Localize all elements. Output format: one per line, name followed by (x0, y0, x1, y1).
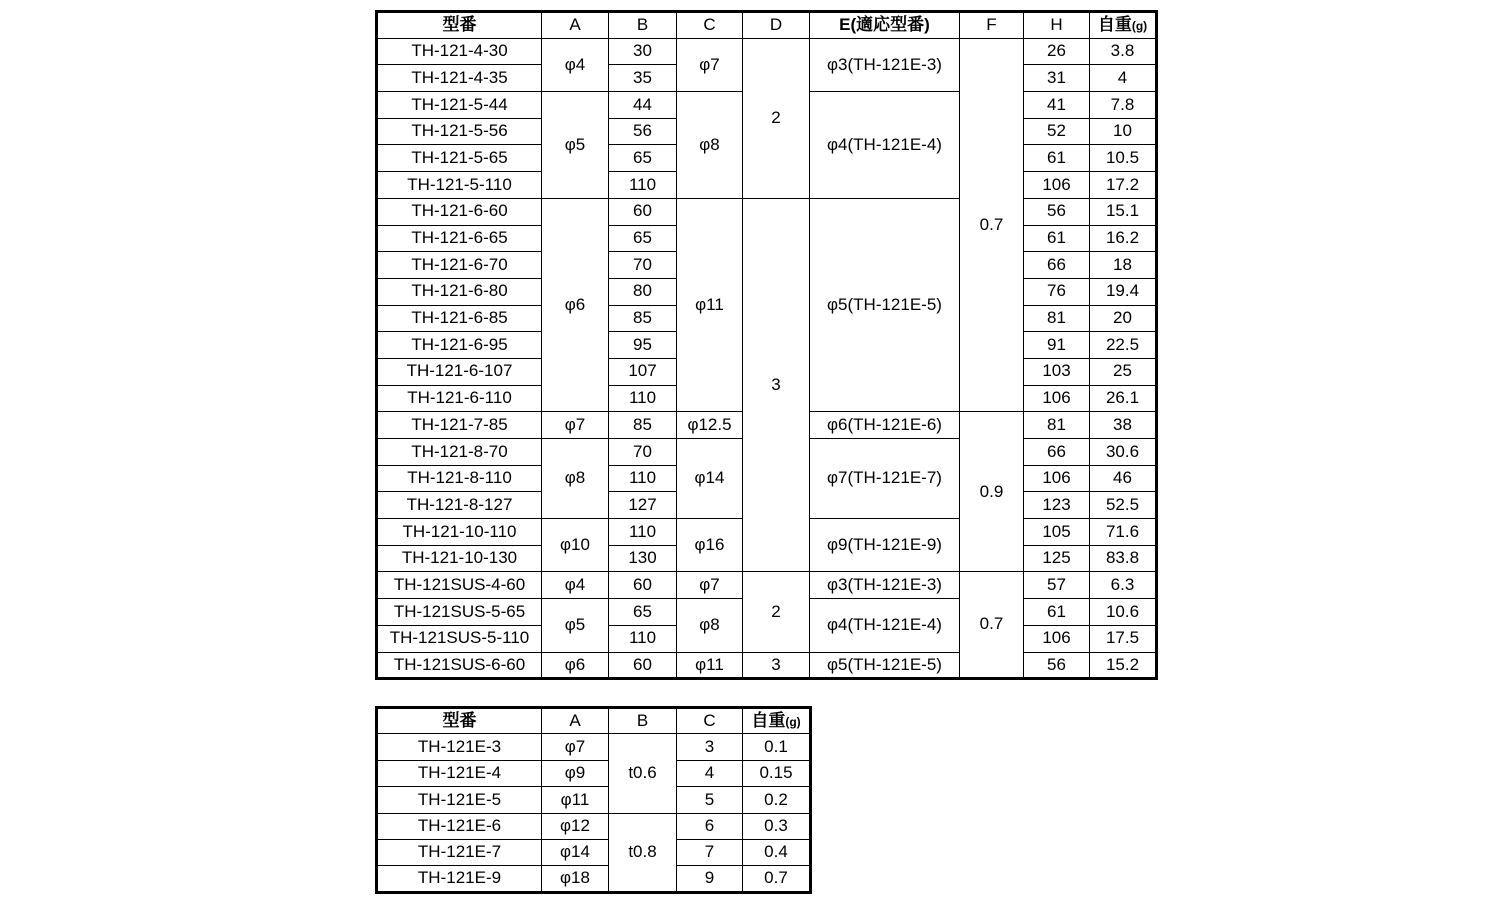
spec-cell: 0.2 (743, 787, 811, 813)
spec-cell: 65 (609, 225, 677, 252)
spec-cell: 10.6 (1090, 599, 1157, 626)
spec-cell: 7.8 (1090, 92, 1157, 119)
spec-cell: 26 (1024, 38, 1090, 65)
spec-cell: 105 (1024, 519, 1090, 546)
spec-cell: 61 (1024, 145, 1090, 172)
spec-cell: 65 (609, 599, 677, 626)
header-row (377, 708, 811, 734)
column-header: C (677, 12, 743, 39)
spec-cell: 31 (1024, 65, 1090, 92)
spec-cell: 2 (743, 572, 810, 652)
spec-cell: 56 (609, 118, 677, 145)
spec-cell: φ12.5 (677, 412, 743, 439)
spec-cell: φ9(TH-121E-9) (810, 519, 960, 572)
model-cell: TH-121-8-110 (377, 465, 542, 492)
model-cell: TH-121-7-85 (377, 412, 542, 439)
spec-cell: 30.6 (1090, 439, 1157, 466)
model-cell: TH-121-4-35 (377, 65, 542, 92)
model-cell: TH-121-4-30 (377, 38, 542, 65)
spec-cell: 7 (677, 839, 743, 865)
spec-cell: φ4(TH-121E-4) (810, 599, 960, 652)
spec-cell: φ11 (677, 652, 743, 679)
main-spec-table (375, 10, 1158, 680)
column-header: 自重(g) (1090, 12, 1157, 39)
spec-cell: φ8 (542, 439, 609, 519)
spec-cell: 19.4 (1090, 278, 1157, 305)
spec-cell: φ16 (677, 519, 743, 572)
model-cell: TH-121-10-130 (377, 545, 542, 572)
table-row (377, 38, 1157, 65)
spec-cell: 0.7 (960, 38, 1024, 412)
spec-cell: φ7 (677, 572, 743, 599)
spec-cell: φ9 (542, 760, 609, 786)
spec-cell: φ4 (542, 572, 609, 599)
spec-cell: 61 (1024, 225, 1090, 252)
model-cell: TH-121-6-65 (377, 225, 542, 252)
model-cell: TH-121E-9 (377, 866, 542, 892)
unit-label: (g) (785, 714, 801, 729)
model-cell: TH-121-5-56 (377, 118, 542, 145)
spec-cell: 81 (1024, 305, 1090, 332)
spec-cell: 85 (609, 305, 677, 332)
spec-cell: φ6 (542, 198, 609, 412)
model-cell: TH-121-6-95 (377, 332, 542, 359)
column-header: C (677, 708, 743, 734)
spec-cell: φ6 (542, 652, 609, 679)
spec-cell: 20 (1090, 305, 1157, 332)
spec-cell: 35 (609, 65, 677, 92)
spec-cell: φ4(TH-121E-4) (810, 92, 960, 199)
spec-cell: 127 (609, 492, 677, 519)
model-cell: TH-121E-6 (377, 813, 542, 839)
spec-cell: 91 (1024, 332, 1090, 359)
spec-cell: φ12 (542, 813, 609, 839)
spec-cell: φ11 (542, 787, 609, 813)
model-cell: TH-121-5-110 (377, 172, 542, 199)
spec-cell: 3 (743, 198, 810, 572)
spec-cell: φ5(TH-121E-5) (810, 652, 960, 679)
spec-cell: 0.4 (743, 839, 811, 865)
spec-cell: 26.1 (1090, 385, 1157, 412)
spec-cell: 0.9 (960, 412, 1024, 572)
spec-cell: 110 (609, 385, 677, 412)
spec-cell: 0.3 (743, 813, 811, 839)
spec-cell: 80 (609, 278, 677, 305)
unit-label: (g) (1131, 19, 1148, 33)
column-header: A (542, 708, 609, 734)
spec-cell: φ8 (677, 92, 743, 199)
model-cell: TH-121E-7 (377, 839, 542, 865)
spec-cell: 71.6 (1090, 519, 1157, 546)
column-header: F (960, 12, 1024, 39)
spec-cell: φ4 (542, 38, 609, 91)
spec-cell: 106 (1024, 625, 1090, 652)
column-header: A (542, 12, 609, 39)
spec-cell: 38 (1090, 412, 1157, 439)
spec-cell: 3.8 (1090, 38, 1157, 65)
table-row (377, 572, 1157, 599)
spec-cell: 22.5 (1090, 332, 1157, 359)
table-row (377, 787, 811, 813)
model-cell: TH-121-6-60 (377, 198, 542, 225)
column-header: H (1024, 12, 1090, 39)
spec-cell: 46 (1090, 465, 1157, 492)
spec-cell: 3 (677, 734, 743, 760)
spec-cell: 110 (609, 172, 677, 199)
model-cell: TH-121-5-65 (377, 145, 542, 172)
spec-cell: φ7(TH-121E-7) (810, 439, 960, 519)
spec-cell: 25 (1090, 358, 1157, 385)
spec-cell: 130 (609, 545, 677, 572)
spec-cell: φ5(TH-121E-5) (810, 198, 960, 412)
spec-cell: φ5 (542, 92, 609, 199)
spec-cell: φ3(TH-121E-3) (810, 572, 960, 599)
spec-cell: φ10 (542, 519, 609, 572)
table-row (377, 813, 811, 839)
spec-cell: 106 (1024, 172, 1090, 199)
spec-cell: 66 (1024, 252, 1090, 279)
spec-cell: φ14 (677, 439, 743, 519)
spec-cell: 107 (609, 358, 677, 385)
spec-cell: 2 (743, 38, 810, 198)
spec-cell: φ6(TH-121E-6) (810, 412, 960, 439)
spec-cell: 56 (1024, 198, 1090, 225)
spec-cell: 125 (1024, 545, 1090, 572)
spec-cell: 110 (609, 465, 677, 492)
spec-cell: φ8 (677, 599, 743, 652)
model-cell: TH-121-6-70 (377, 252, 542, 279)
model-cell: TH-121-8-127 (377, 492, 542, 519)
table-row (377, 866, 811, 892)
model-cell: TH-121-6-80 (377, 278, 542, 305)
column-header: B (609, 708, 677, 734)
spec-cell: φ7 (542, 412, 609, 439)
main-table-head (377, 12, 1157, 39)
spec-cell: 10 (1090, 118, 1157, 145)
spec-cell: φ14 (542, 839, 609, 865)
table-row (377, 652, 1157, 679)
spec-cell: φ18 (542, 866, 609, 892)
spec-cell: 0.15 (743, 760, 811, 786)
model-cell: TH-121-6-85 (377, 305, 542, 332)
main-table-body (377, 38, 1157, 679)
spec-cell: φ3(TH-121E-3) (810, 38, 960, 91)
spec-cell: 106 (1024, 385, 1090, 412)
spec-cell: 52 (1024, 118, 1090, 145)
spec-cell: 83.8 (1090, 545, 1157, 572)
spec-cell: t0.8 (609, 813, 677, 892)
spec-cell: 110 (609, 519, 677, 546)
model-cell: TH-121SUS-5-110 (377, 625, 542, 652)
spec-cell: 3 (743, 652, 810, 679)
spec-cell: 60 (609, 572, 677, 599)
column-header: B (609, 12, 677, 39)
spec-cell: 56 (1024, 652, 1090, 679)
spec-cell: 60 (609, 198, 677, 225)
spec-cell: 76 (1024, 278, 1090, 305)
spec-cell: 10.5 (1090, 145, 1157, 172)
spec-cell: 81 (1024, 412, 1090, 439)
spec-cell: 30 (609, 38, 677, 65)
column-header: D (743, 12, 810, 39)
table-row (377, 198, 1157, 225)
spec-cell: 15.1 (1090, 198, 1157, 225)
spec-cell: 110 (609, 625, 677, 652)
spec-cell: 0.7 (743, 866, 811, 892)
model-cell: TH-121-6-110 (377, 385, 542, 412)
model-cell: TH-121E-3 (377, 734, 542, 760)
spec-cell: 17.2 (1090, 172, 1157, 199)
spec-cell: 41 (1024, 92, 1090, 119)
spec-cell: 4 (677, 760, 743, 786)
spec-cell: 6 (677, 813, 743, 839)
spec-cell: 18 (1090, 252, 1157, 279)
model-cell: TH-121E-4 (377, 760, 542, 786)
spec-cell: 70 (609, 439, 677, 466)
spec-cell: 103 (1024, 358, 1090, 385)
model-cell: TH-121SUS-4-60 (377, 572, 542, 599)
spec-cell: 44 (609, 92, 677, 119)
spec-cell: φ5 (542, 599, 609, 652)
model-cell: TH-121-6-107 (377, 358, 542, 385)
spec-cell: 5 (677, 787, 743, 813)
sub-table-head (377, 708, 811, 734)
spec-cell: 0.1 (743, 734, 811, 760)
spec-cell: 60 (609, 652, 677, 679)
column-header: 型番 (377, 708, 542, 734)
spec-cell: φ7 (542, 734, 609, 760)
end-cap-spec-table (375, 706, 812, 894)
sub-table-body (377, 734, 811, 892)
spec-cell: 9 (677, 866, 743, 892)
spec-cell: 15.2 (1090, 652, 1157, 679)
model-cell: TH-121SUS-6-60 (377, 652, 542, 679)
spec-cell: 123 (1024, 492, 1090, 519)
spec-cell: 70 (609, 252, 677, 279)
table-row (377, 760, 811, 786)
spec-cell: 4 (1090, 65, 1157, 92)
spec-cell: 61 (1024, 599, 1090, 626)
model-cell: TH-121-8-70 (377, 439, 542, 466)
spec-cell: 16.2 (1090, 225, 1157, 252)
spec-cell: 57 (1024, 572, 1090, 599)
spec-cell: 66 (1024, 439, 1090, 466)
spec-cell: 85 (609, 412, 677, 439)
table-row (377, 839, 811, 865)
model-cell: TH-121-5-44 (377, 92, 542, 119)
spec-cell: 17.5 (1090, 625, 1157, 652)
spec-cell: 106 (1024, 465, 1090, 492)
spec-cell: 0.7 (960, 572, 1024, 679)
spec-cell: 65 (609, 145, 677, 172)
spec-cell: t0.6 (609, 734, 677, 813)
column-header: 型番 (377, 12, 542, 39)
model-cell: TH-121E-5 (377, 787, 542, 813)
spec-cell: φ7 (677, 38, 743, 91)
column-header: 自重(g) (743, 708, 811, 734)
spec-cell: φ11 (677, 198, 743, 412)
spec-cell: 6.3 (1090, 572, 1157, 599)
column-header: E(適応型番) (810, 12, 960, 39)
model-cell: TH-121SUS-5-65 (377, 599, 542, 626)
model-cell: TH-121-10-110 (377, 519, 542, 546)
spec-cell: 95 (609, 332, 677, 359)
header-row (377, 12, 1157, 39)
table-row (377, 734, 811, 760)
spec-cell: 52.5 (1090, 492, 1157, 519)
